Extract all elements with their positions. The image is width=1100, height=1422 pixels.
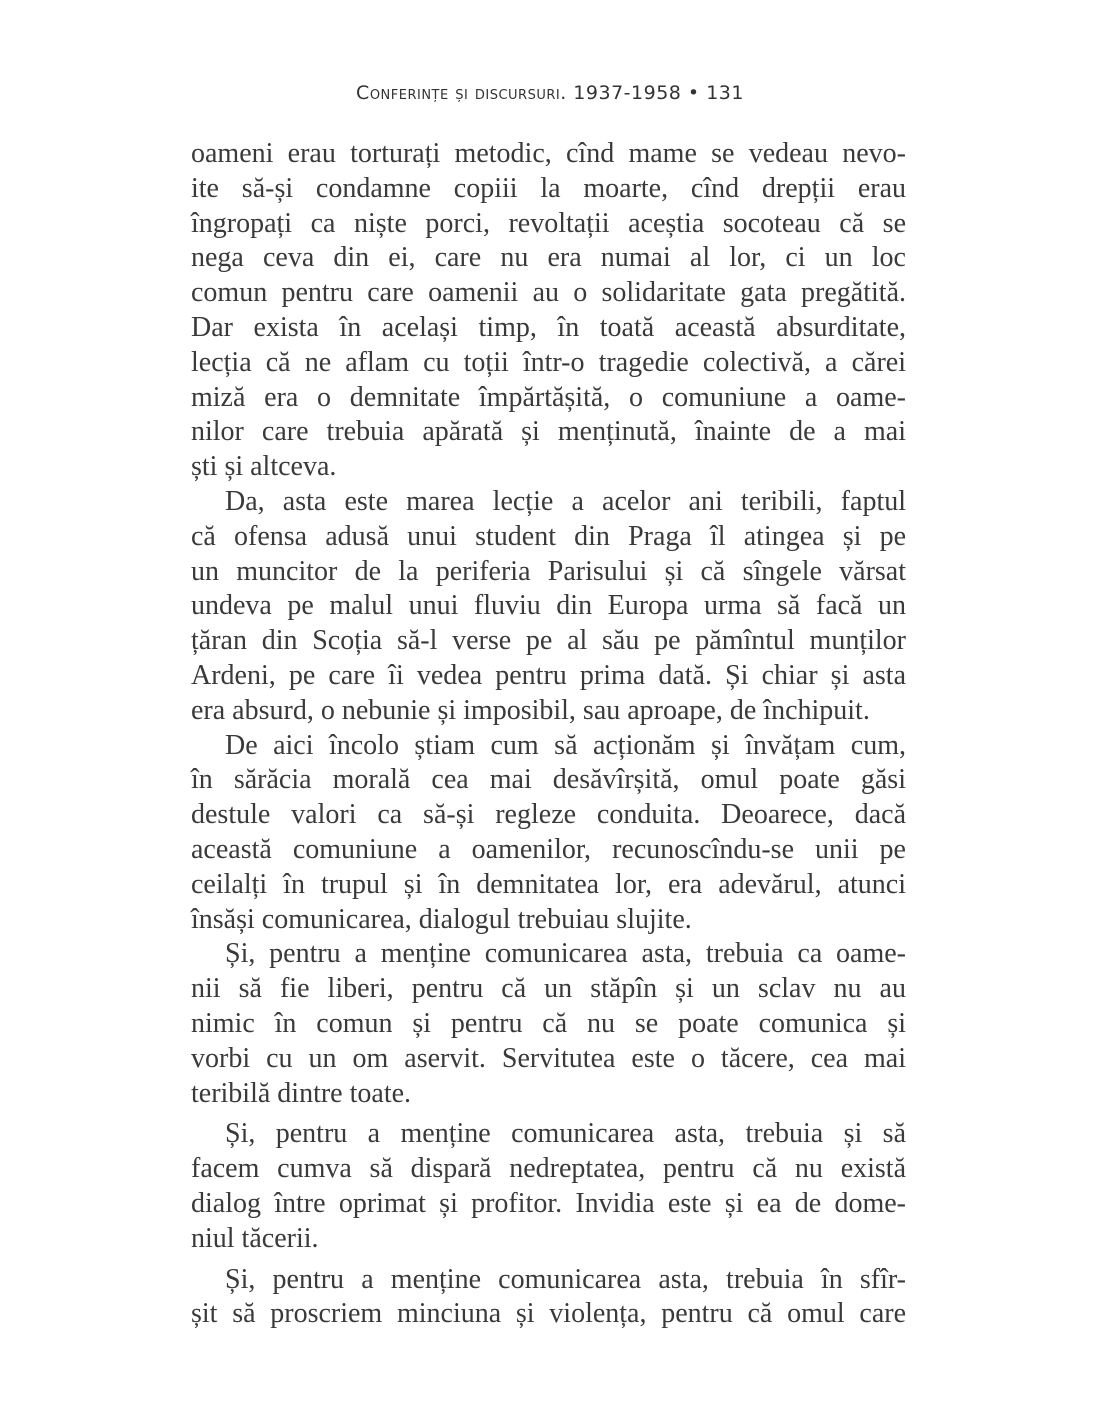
text-line: îngropați ca niște porci, revoltații aceștia socoteau că se: [191, 207, 906, 239]
text-line: Și, pentru a menține comunicarea asta, trebuia și să: [225, 1118, 906, 1150]
header-bullet: •: [687, 82, 700, 104]
text-line: însăși comunicarea, dialogul trebuiau slujite.: [191, 903, 692, 935]
text-line: De aici încolo știam cum să acționăm și învățam cum,: [225, 729, 906, 761]
text-line: undeva pe malul unui fluviu din Europa urma să facă un: [191, 590, 906, 622]
text-line: un muncitor de la periferia Parisului și că sîngele vărsat: [191, 555, 906, 587]
text-line: facem cumva să dispară nedreptatea, pentru că nu există: [191, 1153, 906, 1185]
text-line: Da, asta este marea lecție a acelor ani teribili, faptul: [225, 485, 906, 517]
text-line: Și, pentru a menține comunicarea asta, trebuia ca oame-: [225, 938, 906, 970]
text-line: nimic în comun și pentru că nu se poate comunica și: [191, 1007, 906, 1039]
paragraph: [191, 485, 906, 729]
text-line: că ofensa adusă unui student din Praga îl atingea și pe: [191, 520, 906, 552]
text-line: comun pentru care oamenii au o solidaritate gata pregătită.: [191, 277, 906, 309]
text-line: ști și altceva.: [191, 451, 337, 483]
text-line: vorbi cu un om aservit. Servitutea este o tăcere, cea mai: [191, 1042, 906, 1074]
text-line: Și, pentru a menține comunicarea asta, trebuia în sfîr-: [225, 1263, 906, 1295]
running-title: Conferințe și discursuri. 1937-1958: [356, 82, 682, 104]
text-line: nii să fie liberi, pentru că un stăpîn și un sclav nu au: [191, 973, 906, 1005]
text-line: Dar exista în același timp, în toată această absurditate,: [191, 311, 906, 343]
text-line: teribilă dintre toate.: [191, 1077, 412, 1109]
paragraph: [191, 137, 906, 485]
text-line: destule valori ca să-și regleze conduita. Deoarece, dacă: [191, 799, 906, 831]
text-line: dialog între oprimat și profitor. Invidia este și ea de dome-: [191, 1187, 906, 1219]
text-line: niul tăcerii.: [191, 1222, 319, 1254]
text-line: nega ceva din ei, care nu era numai al lor, ci un loc: [191, 242, 906, 274]
text-line: în sărăcia morală cea mai desăvîrșită, omul poate găsi: [191, 764, 906, 796]
text-line: țăran din Scoția să-l verse pe al său pe pămîntul munților: [191, 625, 906, 657]
text-line: nilor care trebuia apărată și menținută, înainte de a mai: [191, 416, 906, 448]
text-line: oameni erau torturați metodic, cînd mame se vedeau nevo-: [191, 138, 906, 169]
page-number: 131: [706, 82, 744, 104]
text-line: ite să-și condamne copiii la moarte, cînd drepții erau: [191, 172, 906, 204]
running-header: [0, 82, 1100, 104]
paragraph: [191, 729, 906, 938]
paragraph: [191, 1117, 906, 1256]
text-line: această comuniune a oamenilor, recunoscîndu-se unii pe: [191, 833, 906, 865]
body-text: [191, 137, 906, 1332]
text-line: Ardeni, pe care îi vedea pentru prima dată. Și chiar și asta: [191, 659, 906, 691]
text-line: șit să proscriem minciuna și violența, pentru că omul care: [191, 1298, 906, 1330]
paragraph: [191, 1263, 906, 1333]
text-line: ceilalți în trupul și în demnitatea lor, era adevărul, atunci: [191, 868, 906, 900]
text-line: era absurd, o nebunie și imposibil, sau aproape, de închipuit.: [191, 694, 870, 726]
paragraph: [191, 937, 906, 1111]
text-line: miză era o demnitate împărtășită, o comuniune a oame-: [191, 381, 906, 413]
text-line: lecția că ne aflam cu toții într-o tragedie colectivă, a cărei: [191, 346, 906, 378]
